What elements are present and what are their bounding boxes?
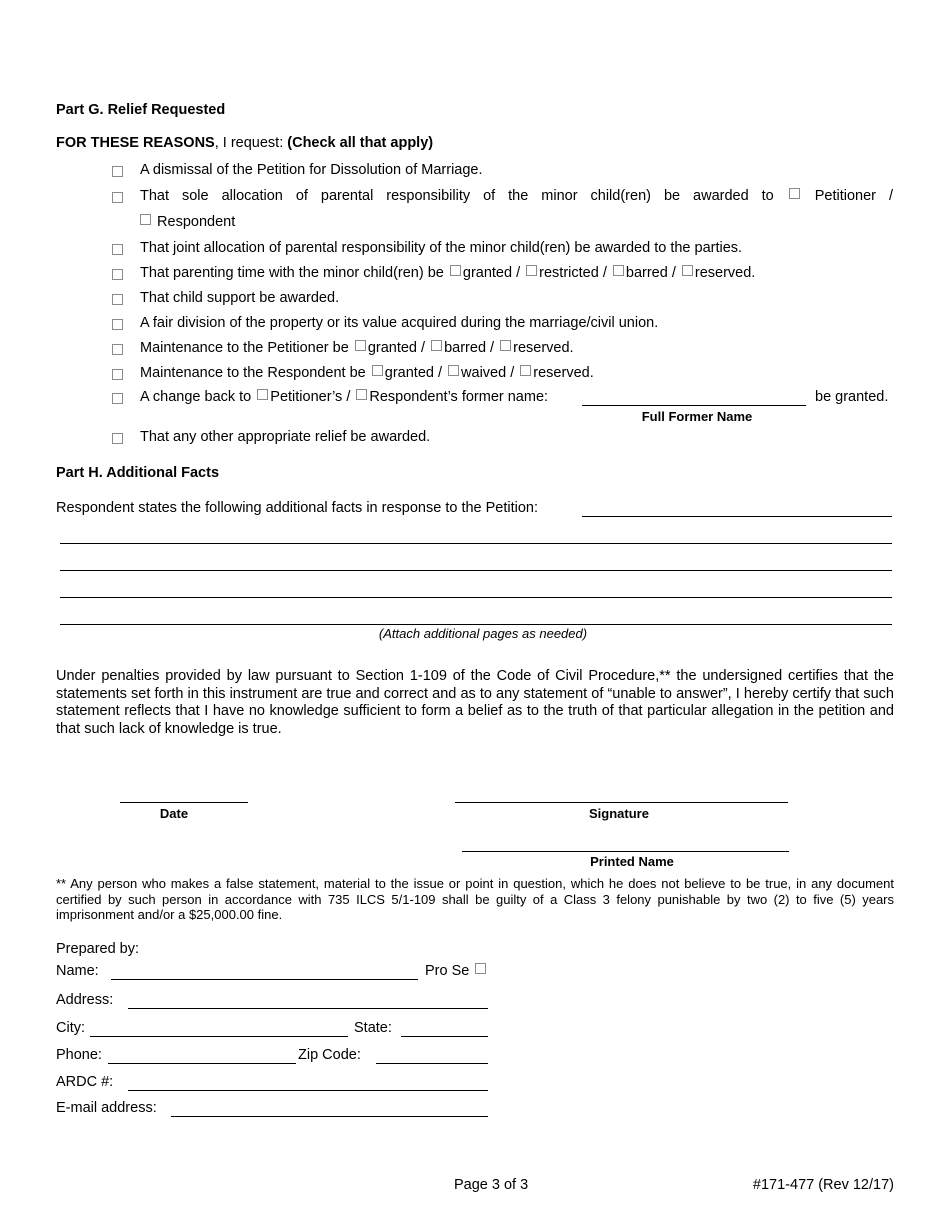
item-name-change [140,389,548,405]
parenting-restricted-label: restricted / [539,265,607,281]
ardc-label: ARDC #: [56,1074,114,1090]
sole-respondent-checkbox[interactable] [140,214,151,225]
facts-line-4[interactable] [60,597,892,598]
parenting-time-checkbox[interactable] [112,269,123,280]
name-petitioner-label: Petitioner’s / [270,389,351,405]
reasons-mid: , I request: [214,135,288,151]
parenting-barred-checkbox[interactable] [613,265,624,276]
name-field[interactable] [111,979,418,980]
sole-petitioner-label: Petitioner / [814,188,893,204]
email-field[interactable] [171,1116,488,1117]
name-respondent-label: Respondent’s former name: [369,389,549,405]
joint-allocation-checkbox[interactable] [112,244,123,255]
item-maintenance-respondent [140,365,594,381]
item-dismissal: A dismissal of the Petition for Dissolution of Marriage. [140,162,483,178]
maint-resp-waived-label: waived / [461,365,515,381]
prepared-by-title: Prepared by: [56,941,140,957]
sole-line1-text: That sole allocation of parental responsibility of the minor child(ren) be awarded to [140,188,774,204]
certification-paragraph: Under penalties provided by law pursuant to Section 1-109 of the Code of Civil Procedure,** the undersigned certifies that the statements set forth in this instrument are true and correct and as to any statement of “unable to answer”, I hereby certify that such statement reflects that I have no knowledge sufficient to form a belief as to the truth of that particular allegation in the petition and that such lack of knowledge is true. [56,668,894,737]
sole-petitioner-checkbox[interactable] [789,188,800,199]
maint-pet-barred-checkbox[interactable] [431,340,442,351]
pro-se-checkbox[interactable] [475,963,486,974]
maint-pet-reserved-label: reserved. [513,340,574,356]
reasons-line [56,135,433,151]
maint-pet-barred-label: barred / [444,340,495,356]
item-parenting [140,265,755,281]
address-label: Address: [56,992,114,1008]
reasons-check: (Check all that apply) [287,135,434,151]
sole-allocation-checkbox[interactable] [112,192,123,203]
city-field[interactable] [90,1036,348,1037]
maint-resp-granted-label: granted / [384,365,443,381]
signature-label: Signature [589,806,649,821]
item-maintenance-petitioner [140,340,574,356]
part-h-heading: Part H. Additional Facts [56,465,220,481]
item-child-support: That child support be awarded. [140,290,340,306]
maint-resp-reserved-label: reserved. [533,365,594,381]
child-support-checkbox[interactable] [112,294,123,305]
maint-pet-granted-label: granted / [367,340,426,356]
page-number: Page 3 of 3 [454,1177,529,1193]
date-label: Date [159,806,189,821]
reasons-bold: FOR THESE REASONS [56,135,215,151]
maintenance-petitioner-checkbox[interactable] [112,344,123,355]
name-label: Name: [56,963,99,979]
parenting-prefix: That parenting time with the minor child(ren) be [140,265,444,281]
fair-division-checkbox[interactable] [112,319,123,330]
parenting-barred-label: barred / [625,265,676,281]
pro-se-label: Pro Se [425,963,470,979]
maint-pet-prefix: Maintenance to the Petitioner be [140,340,349,356]
parenting-reserved-label: reserved. [694,265,756,281]
zip-field[interactable] [376,1063,488,1064]
state-label: State: [354,1020,392,1036]
zip-label: Zip Code: [298,1047,361,1063]
item-fair-division: A fair division of the property or its value acquired during the marriage/civil union. [140,315,659,331]
printed-name-field[interactable] [462,851,789,852]
item-joint: That joint allocation of parental responsibility of the minor child(ren) be awarded to the parties. [140,240,743,256]
printed-name-label: Printed Name [590,854,674,869]
facts-line-3[interactable] [60,570,892,571]
maint-resp-prefix: Maintenance to the Respondent be [140,365,366,381]
sole-respondent-line [140,214,235,230]
additional-facts-statement: Respondent states the following additional facts in response to the Petition: [56,500,539,516]
date-field[interactable] [120,802,248,803]
item-sole-allocation [140,188,893,204]
former-name-caption: Full Former Name [641,409,753,424]
signature-field[interactable] [455,802,788,803]
name-petitioner-checkbox[interactable] [257,389,268,400]
facts-line-5[interactable] [60,624,892,625]
pro-se-group [425,963,488,979]
dismissal-checkbox[interactable] [112,166,123,177]
former-name-field[interactable] [582,405,806,406]
parenting-granted-label: granted / [462,265,521,281]
maint-pet-granted-checkbox[interactable] [355,340,366,351]
part-g-heading: Part G. Relief Requested [56,102,226,118]
attach-note: (Attach additional pages as needed) [378,626,588,641]
name-change-checkbox[interactable] [112,393,123,404]
facts-line-1[interactable] [582,516,892,517]
maint-resp-granted-checkbox[interactable] [372,365,383,376]
other-relief-checkbox[interactable] [112,433,123,444]
maintenance-respondent-checkbox[interactable] [112,369,123,380]
maint-resp-reserved-checkbox[interactable] [520,365,531,376]
address-field[interactable] [128,1008,488,1009]
item-other-relief: That any other appropriate relief be awarded. [140,429,431,445]
parenting-restricted-checkbox[interactable] [526,265,537,276]
footnote: ** Any person who makes a false statement, material to the issue or point in question, which he does not believe to be true, in any document certified by such person in accordance with 735 ILCS 5/1-109 shall be guilty of a Class 3 felony punishable by two (2) to five (5) years imprisonment and/or a $25,000.00 fine. [56,876,894,922]
maint-pet-reserved-checkbox[interactable] [500,340,511,351]
sole-respondent-label: Respondent [157,214,236,230]
parenting-reserved-checkbox[interactable] [682,265,693,276]
email-label: E-mail address: [56,1100,157,1116]
name-prefix: A change back to [140,389,252,405]
facts-line-2[interactable] [60,543,892,544]
phone-field[interactable] [108,1063,296,1064]
maint-resp-waived-checkbox[interactable] [448,365,459,376]
name-suffix: be granted. [815,389,889,405]
phone-label: Phone: [56,1047,102,1063]
state-field[interactable] [401,1036,488,1037]
parenting-granted-checkbox[interactable] [450,265,461,276]
ardc-field[interactable] [128,1090,488,1091]
form-number: #171-477 (Rev 12/17) [752,1177,894,1193]
name-respondent-checkbox[interactable] [356,389,367,400]
city-label: City: [56,1020,85,1036]
